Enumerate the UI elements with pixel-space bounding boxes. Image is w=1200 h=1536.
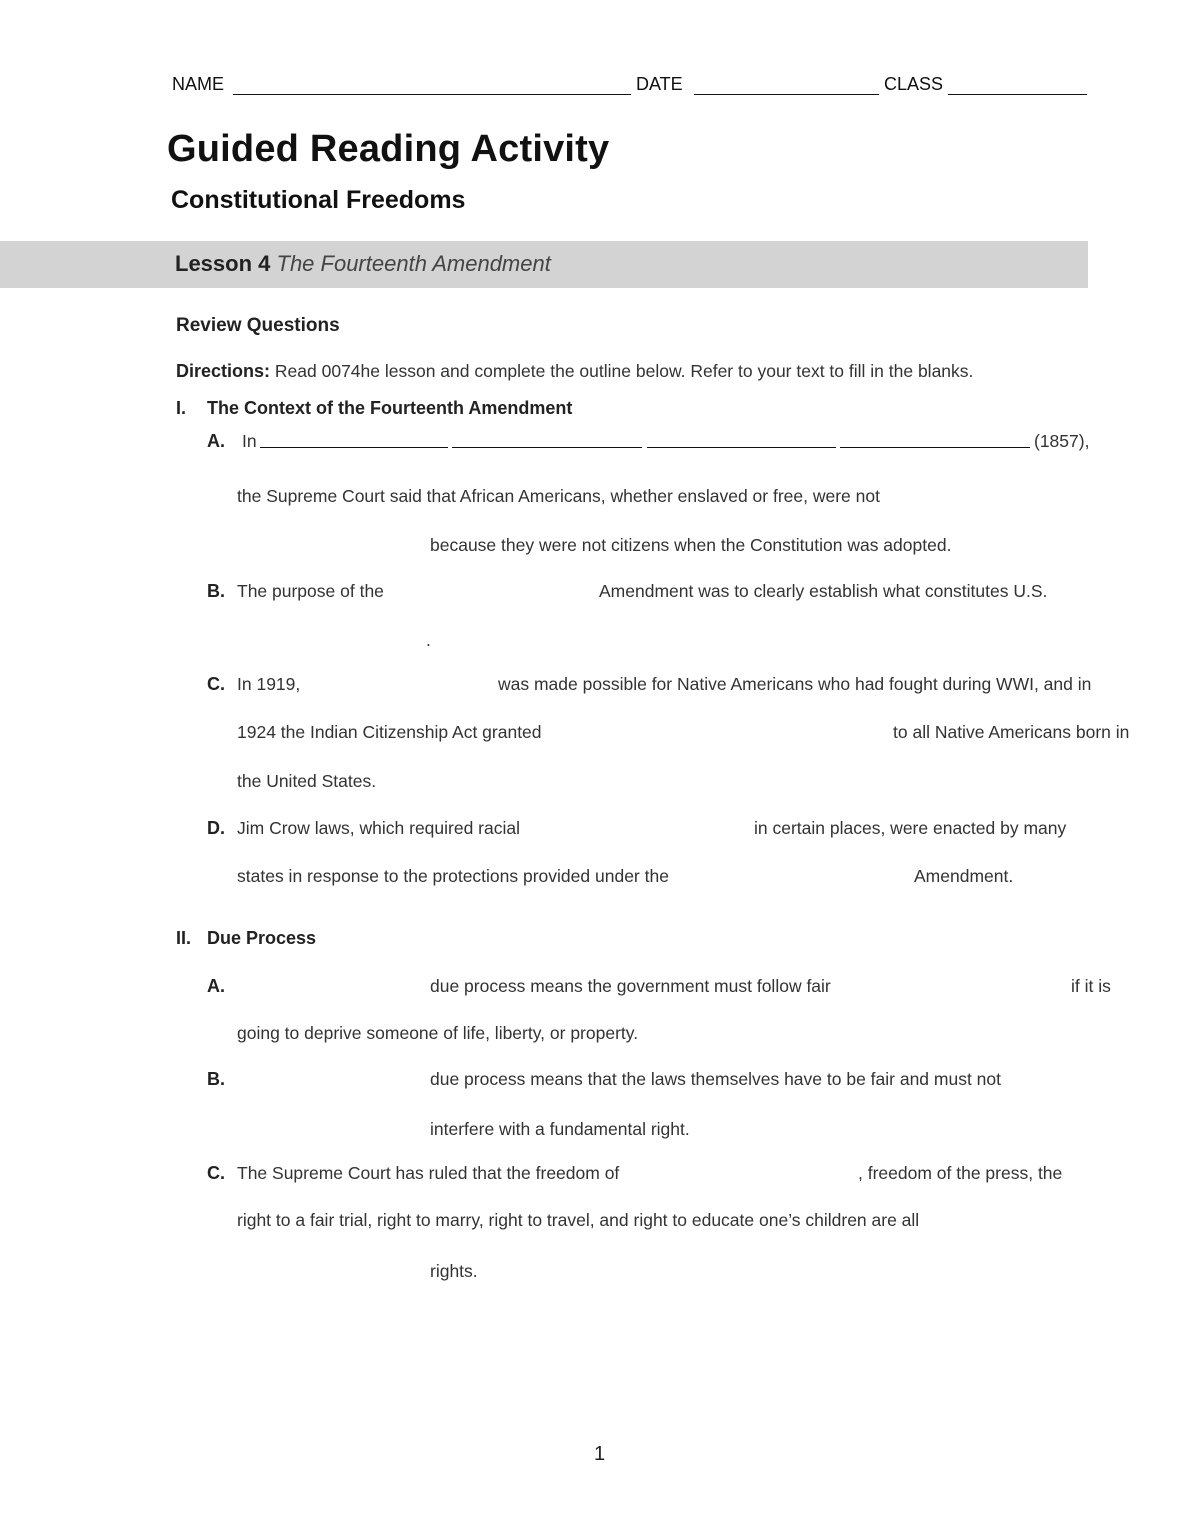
- answer-blank[interactable]: [647, 447, 836, 448]
- item-text: interfere with a fundamental right.: [430, 1119, 690, 1139]
- item-letter: B.: [207, 1069, 225, 1089]
- item-text: 1924 the Indian Citizenship Act granted: [237, 722, 542, 742]
- item-text: was made possible for Native Americans who had fought during WWI, and in: [498, 674, 1092, 694]
- date-label: DATE: [636, 74, 683, 94]
- item-letter: B.: [207, 581, 225, 601]
- item-text: Amendment was to clearly establish what constitutes U.S.: [599, 581, 1048, 601]
- item-text: Jim Crow laws, which required racial: [237, 818, 520, 838]
- class-field-line[interactable]: [948, 94, 1087, 95]
- answer-blank[interactable]: [452, 447, 642, 448]
- lesson-heading: [175, 251, 551, 277]
- item-text: Amendment.: [914, 866, 1014, 886]
- date-field-line[interactable]: [694, 94, 879, 95]
- item-text: in certain places, were enacted by many: [754, 818, 1067, 838]
- item-text: due process means that the laws themselves have to be fair and must not: [430, 1069, 1002, 1089]
- item-text: right to a fair trial, right to marry, right to travel, and right to educate one’s children are all: [237, 1210, 920, 1230]
- answer-blank[interactable]: [260, 447, 448, 448]
- review-heading: Review Questions: [176, 315, 340, 336]
- item-text: rights.: [430, 1261, 478, 1281]
- page-title: Guided Reading Activity: [167, 128, 610, 170]
- section-title: Due Process: [207, 928, 317, 948]
- answer-blank[interactable]: [840, 447, 1030, 448]
- item-text: .: [426, 630, 431, 650]
- name-label: NAME: [172, 74, 225, 94]
- item-text: In: [242, 431, 257, 451]
- item-text: to all Native Americans born in: [893, 722, 1130, 742]
- item-letter: C.: [207, 1163, 225, 1183]
- item-text: the United States.: [237, 771, 377, 791]
- item-text: (1857),: [1034, 431, 1090, 451]
- lesson-number: Lesson 4: [175, 251, 271, 276]
- section-numeral: I.: [176, 398, 187, 418]
- item-letter: A.: [207, 976, 225, 996]
- item-text: because they were not citizens when the Constitution was adopted.: [430, 535, 952, 555]
- item-letter: C.: [207, 674, 225, 694]
- page-subtitle: Constitutional Freedoms: [171, 186, 466, 214]
- item-letter: D.: [207, 818, 225, 838]
- directions: [176, 361, 973, 382]
- item-text: going to deprive someone of life, liberty, or property.: [237, 1023, 639, 1043]
- directions-text: Read 0074he lesson and complete the outline below. Refer to your text to fill in the blanks.: [274, 361, 974, 381]
- item-text: the Supreme Court said that African Americans, whether enslaved or free, were not: [237, 486, 880, 506]
- section-title: The Context of the Fourteenth Amendment: [207, 398, 573, 418]
- item-text: The purpose of the: [237, 581, 384, 601]
- section-numeral: II.: [176, 928, 192, 948]
- directions-label: Directions:: [176, 361, 271, 381]
- name-field-line[interactable]: [233, 94, 631, 95]
- item-letter: A.: [207, 431, 225, 451]
- page-number: 1: [594, 1443, 606, 1465]
- item-text: The Supreme Court has ruled that the freedom of: [237, 1163, 620, 1183]
- item-text: , freedom of the press, the: [858, 1163, 1063, 1183]
- item-text: if it is: [1071, 976, 1111, 996]
- lesson-name: The Fourteenth Amendment: [276, 251, 551, 276]
- item-text: due process means the government must follow fair: [430, 976, 831, 996]
- item-text: states in response to the protections provided under the: [237, 866, 669, 886]
- item-text: In 1919,: [237, 674, 301, 694]
- class-label: CLASS: [884, 74, 944, 94]
